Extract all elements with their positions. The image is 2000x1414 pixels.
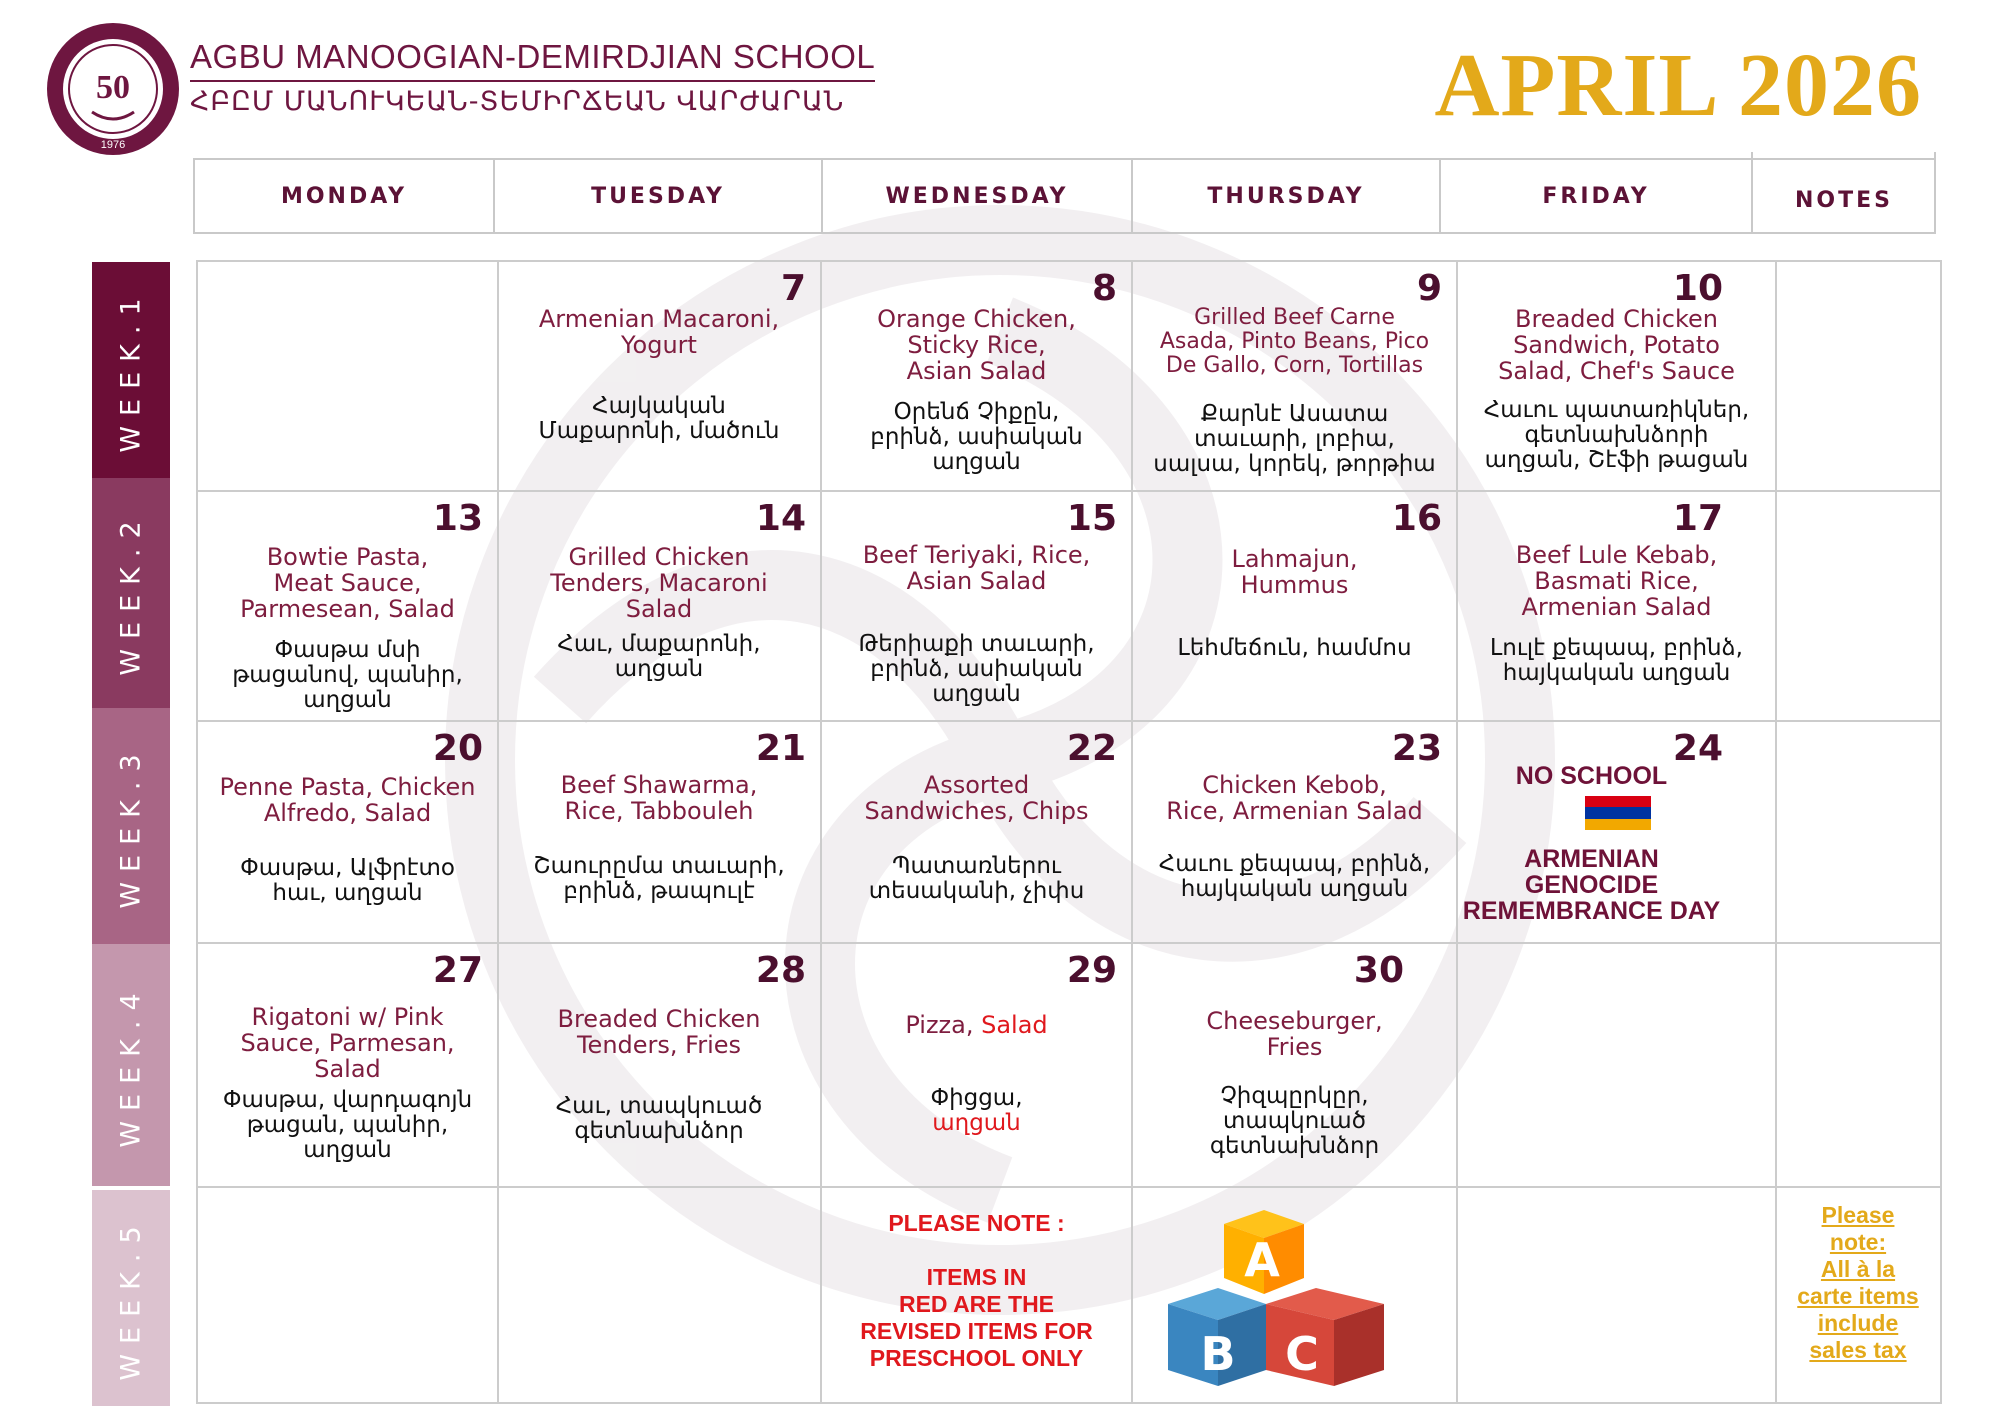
meal-english: Grilled Beef Carne Asada, Pinto Beans, Pico De Gallo, Corn, Tortillas <box>1159 305 1430 378</box>
meal-armenian <box>828 1086 1125 1136</box>
no-school-label: NO SCHOOL <box>1515 762 1668 790</box>
header-divider <box>493 158 495 234</box>
week-band-1 <box>92 262 170 478</box>
armenian-flag-icon <box>1585 796 1651 830</box>
header-divider <box>821 158 823 234</box>
day-cell-24 <box>1458 722 1775 942</box>
date-number: 23 <box>1391 728 1442 769</box>
meal-armenian: Քարնէ Ասատա տաւարի, լոբիա, սալսա, կորեկ, թորթիա <box>1153 401 1436 477</box>
preschool-note <box>822 1188 1131 1402</box>
meal-english: Breaded Chicken Tenders, Fries <box>557 1005 761 1059</box>
month-title: APRIL 2026 <box>1434 36 1922 135</box>
meal-english: Orange Chicken, Sticky Rice, Asian Salad <box>877 305 1076 385</box>
date-number: 10 <box>1672 268 1723 309</box>
meal-armenian: Թերիաքի տաւարի, բրինձ, ասիական աղցան <box>858 631 1095 707</box>
day-cell-8 <box>822 262 1131 490</box>
meal-armenian: Հաւ, մաքարոնի, աղցան <box>557 631 761 682</box>
meal-english: Beef Teriyaki, Rice, Asian Salad <box>862 541 1091 595</box>
header-wednesday: WEDNESDAY <box>822 158 1132 234</box>
meal-english: Cheeseburger, Fries <box>1206 1007 1383 1061</box>
day-cell-29 <box>822 944 1131 1186</box>
meal-armenian: Փասթա մսի թացանով, պանիր, աղցան <box>232 637 463 713</box>
meal-english: Assorted Sandwiches, Chips <box>864 771 1089 825</box>
meal-armenian: Հաւու պատառիկներ, գետնախնձորի աղցան, Շէֆի թացան <box>1483 397 1750 473</box>
week-band-4 <box>92 944 170 1186</box>
meal-armenian: Օրենճ Չիքըն, բրինձ, ասիական աղցան <box>870 399 1083 475</box>
please-note-title: PLEASE NOTE : <box>888 1210 1065 1236</box>
meal-english: Penne Pasta, Chicken Alfredo, Salad <box>219 773 476 827</box>
meal-armenian: Լուլէ քեպապ, բրինձ, հայկական աղցան <box>1490 635 1743 686</box>
svg-text:1976: 1976 <box>100 139 126 151</box>
meal-armenian: Չիզպըրկըր, տապկուած գետնախնձոր <box>1209 1083 1380 1159</box>
header-divider <box>1751 152 1753 234</box>
date-number: 22 <box>1066 728 1117 769</box>
day-cell-20 <box>198 722 497 942</box>
school-name-armenian: ՀԲԸՄ ՄԱՆՈՒԿԵԱՆ-ՏԵՄԻՐՃԵԱՆ ՎԱՐԺԱՐԱՆ <box>190 86 845 117</box>
day-cell-15 <box>822 492 1131 720</box>
meal-english <box>830 1012 1123 1038</box>
meal-armenian: Շաուրըմա տաւարի, բրինձ, թապուլէ <box>533 853 785 904</box>
date-number: 29 <box>1066 950 1117 991</box>
day-cell-13 <box>198 492 497 720</box>
meal-english: Grilled Chicken Tenders, Macaroni Salad <box>550 543 768 623</box>
week-label: WEEK.1 <box>115 287 147 453</box>
svg-text:50: 50 <box>96 69 130 106</box>
header-divider <box>1439 158 1441 234</box>
week-label: WEEK.2 <box>115 510 147 676</box>
svg-text:A: A <box>1244 1233 1280 1287</box>
school-name <box>190 38 875 117</box>
day-cell-28 <box>498 944 820 1186</box>
header-notes: NOTES <box>1752 158 1936 234</box>
week-band-3 <box>92 708 170 944</box>
day-cell-7 <box>498 262 820 490</box>
header-monday: MONDAY <box>194 158 494 234</box>
meal-armenian-main: Փիցցա, <box>930 1085 1023 1111</box>
meal-armenian: Փասթա, վարդագոյն թացան, պանիր, աղցան <box>222 1087 473 1163</box>
meal-english: Chicken Kebob, Rice, Armenian Salad <box>1166 771 1423 825</box>
header-thursday: THURSDAY <box>1132 158 1440 234</box>
date-number: 20 <box>432 728 483 769</box>
meal-armenian: Հայկական Մաքարոնի, մածուն <box>538 393 780 444</box>
header-divider <box>1934 152 1936 234</box>
date-number: 7 <box>780 268 806 309</box>
meal-armenian-preschool: աղցան <box>932 1110 1021 1136</box>
date-number: 21 <box>755 728 806 769</box>
header-tuesday: TUESDAY <box>494 158 822 234</box>
date-number: 17 <box>1672 498 1723 539</box>
day-cell-9 <box>1133 262 1456 490</box>
meal-english-preschool: Salad <box>981 1011 1048 1039</box>
week-band-5 <box>92 1190 170 1406</box>
week-band-2 <box>92 478 170 708</box>
day-cell-16 <box>1133 492 1456 720</box>
meal-armenian: Պատառներու տեսականի, չիփս <box>868 853 1085 904</box>
date-number: 28 <box>755 950 806 991</box>
day-cell-22 <box>822 722 1131 942</box>
week-label: WEEK.3 <box>115 743 147 909</box>
date-number: 9 <box>1416 268 1442 309</box>
meal-armenian: Հաւ, տապկուած գետնախնձոր <box>555 1093 763 1144</box>
meal-english: Beef Lule Kebab, Basmati Rice, Armenian Salad <box>1515 541 1718 621</box>
date-number: 13 <box>432 498 483 539</box>
header-divider <box>193 158 195 234</box>
grid-line <box>196 1402 1942 1404</box>
day-cell-14 <box>498 492 820 720</box>
date-number: 8 <box>1091 268 1117 309</box>
meal-english: Breaded Chicken Sandwich, Potato Salad, Chef's Sauce <box>1498 305 1735 385</box>
meal-armenian: Հաւու քեպապ, բրինձ, հայկական աղցան <box>1158 851 1431 902</box>
preschool-note-text: ITEMS IN RED ARE THE REVISED ITEMS FOR PRESCHOOL ONLY <box>860 1264 1093 1371</box>
week-label: WEEK.5 <box>115 1215 147 1381</box>
day-cell-10 <box>1458 262 1775 490</box>
day-cell-17 <box>1458 492 1775 720</box>
genocide-remembrance-label: ARMENIAN GENOCIDE REMEMBRANCE DAY <box>1462 845 1721 925</box>
meal-english: Bowtie Pasta, Meat Sauce, Parmesean, Salad <box>240 543 455 623</box>
meal-english: Armenian Macaroni, Yogurt <box>538 305 780 359</box>
meal-english-main: Pizza, <box>905 1011 982 1039</box>
meal-english: Rigatoni w/ Pink Sauce, Parmesan, Salad <box>240 1003 455 1083</box>
svg-text:C: C <box>1285 1327 1319 1381</box>
date-number: 30 <box>1353 950 1404 991</box>
school-name-english: AGBU MANOOGIAN-DEMIRDJIAN SCHOOL <box>190 38 875 82</box>
meal-armenian: Լեհմեճուն, համմոս <box>1177 635 1412 661</box>
tax-note <box>1776 1188 1940 1402</box>
day-cell-27 <box>198 944 497 1186</box>
week-label: WEEK.4 <box>115 982 147 1148</box>
date-number: 16 <box>1391 498 1442 539</box>
day-cell-21 <box>498 722 820 942</box>
meal-english: Beef Shawarma, Rice, Tabbouleh <box>560 771 758 825</box>
date-number: 27 <box>432 950 483 991</box>
svg-text:B: B <box>1200 1327 1236 1381</box>
header-divider <box>1131 158 1133 234</box>
day-cell-30 <box>1133 944 1456 1186</box>
abc-blocks-icon <box>1166 1206 1398 1392</box>
date-number: 15 <box>1066 498 1117 539</box>
grid-line <box>1940 260 1942 1404</box>
meal-armenian: Փասթա, Ալֆրէտօ հաւ, աղցան <box>240 855 455 906</box>
meal-english: Lahmajun, Hummus <box>1231 545 1358 599</box>
tax-note-text: Please note: All à la carte items include sales tax <box>1797 1202 1919 1363</box>
header-friday: FRIDAY <box>1440 158 1752 234</box>
school-logo <box>44 20 182 158</box>
date-number: 24 <box>1672 728 1723 769</box>
date-number: 14 <box>755 498 806 539</box>
